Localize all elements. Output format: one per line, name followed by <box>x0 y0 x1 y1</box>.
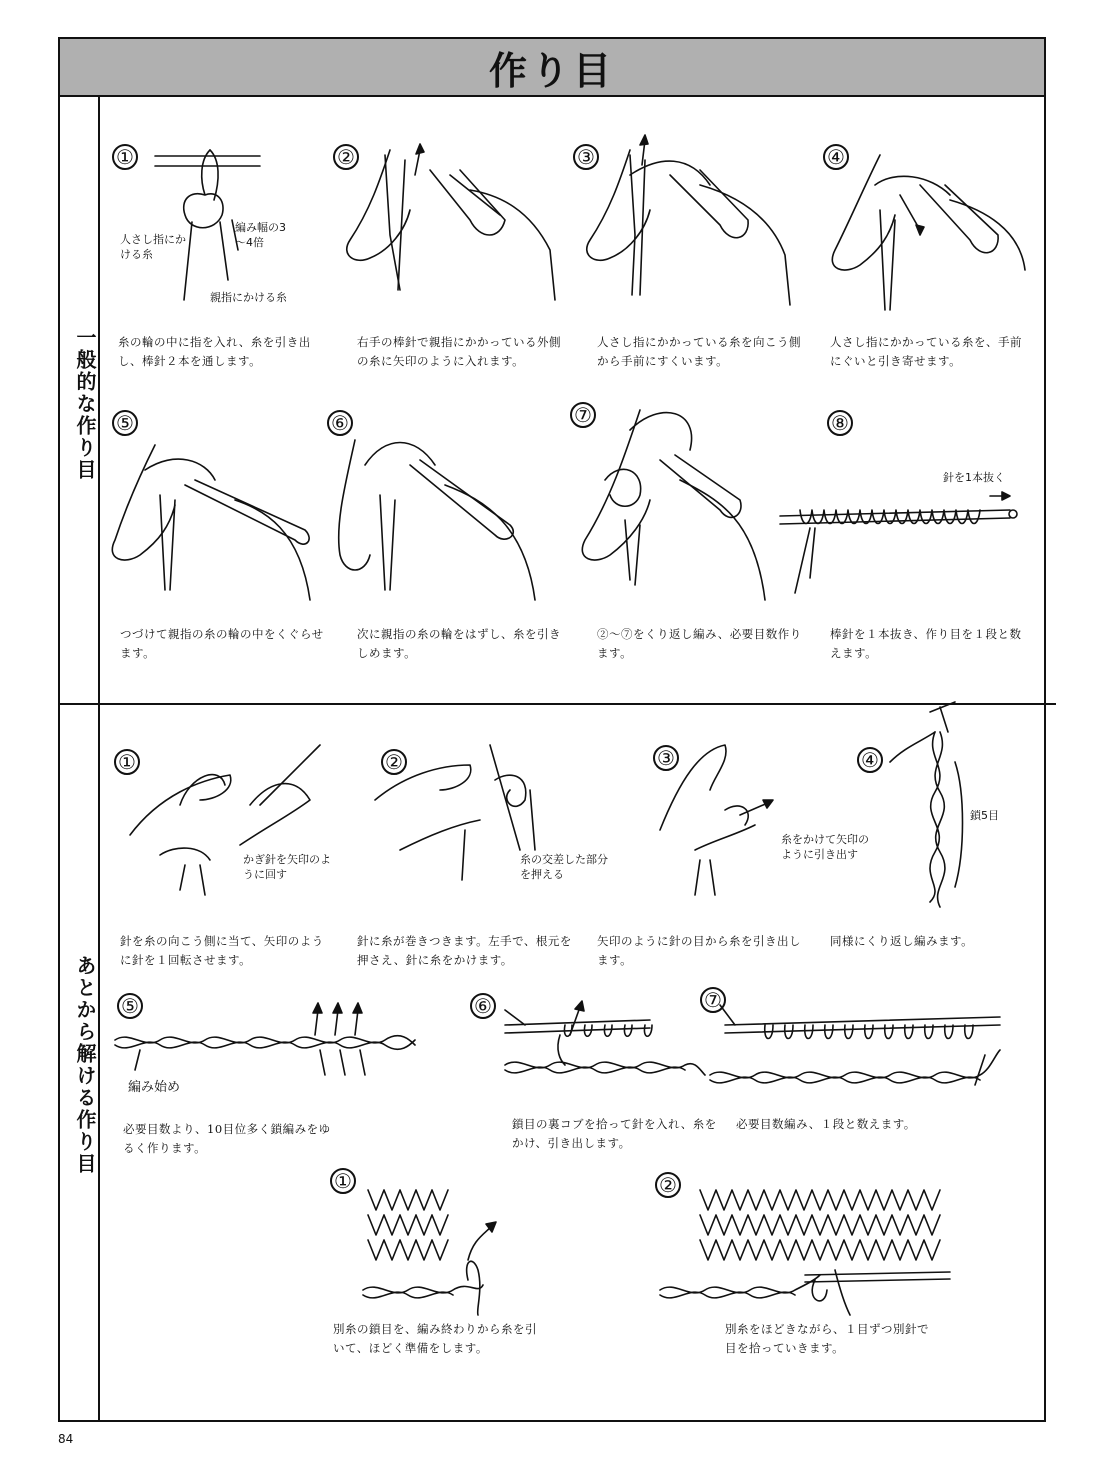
s2-step1-caption: 針を糸の向こう側に当て、矢印のように針を１回転させます。 <box>120 934 324 967</box>
s2-step4-illustration <box>880 702 980 922</box>
s1-step6-caption: 次に親指の糸の輪をはずし、糸を引きしめます。 <box>357 627 561 660</box>
section1-side-column <box>60 97 100 703</box>
s2-step6-illustration <box>500 995 710 1090</box>
s1-step1-number: ① <box>112 144 138 170</box>
note-rotate: かぎ針を矢印のように回す <box>243 853 331 881</box>
s1-step2-caption: 右手の棒針で親指にかかっている外側の糸に矢印のように入れます。 <box>357 335 561 368</box>
unravel-step1-number: ① <box>330 1168 356 1194</box>
note-pull-through: 糸をかけて矢印のように引き出す <box>781 833 869 861</box>
s1-step4-illustration <box>820 140 1035 310</box>
s1-step8-number: ⑧ <box>827 410 853 436</box>
unravel-step2-caption: 別糸をほどきながら、１目ずつ別針で目を拾っていきます。 <box>725 1322 929 1355</box>
s1-step5-caption: つづけて親指の糸の輪の中をくぐらせます。 <box>120 627 324 660</box>
s1-step3-number: ③ <box>573 144 599 170</box>
s1-step2-illustration <box>330 140 560 310</box>
unravel-step2-number: ② <box>655 1172 681 1198</box>
s1-step2-number: ② <box>333 144 359 170</box>
title-bar <box>60 39 1044 97</box>
s2-step3-number: ③ <box>653 745 679 771</box>
section2-label: あとから解ける作り目 <box>73 955 97 1175</box>
s2-step6-number: ⑥ <box>470 993 496 1019</box>
unravel-step2-illustration <box>655 1180 955 1315</box>
s1-step5-number: ⑤ <box>112 410 138 436</box>
s2-step7-illustration <box>705 995 1025 1090</box>
s2-step5-illustration <box>110 995 420 1085</box>
page-number: 84 <box>58 1432 74 1446</box>
s1-step6-illustration <box>325 425 550 605</box>
s1-step5-illustration <box>105 430 320 605</box>
s2-step2-number: ② <box>381 749 407 775</box>
s1-step7-illustration <box>570 400 790 605</box>
s1-step8-illustration <box>770 488 1030 598</box>
s2-step3-caption: 矢印のように針の目から糸を引き出します。 <box>597 934 801 967</box>
s2-step5-number: ⑤ <box>117 993 143 1019</box>
s1-step3-caption: 人さし指にかかっている糸を向こう側から手前にすくいます。 <box>597 335 801 368</box>
note-chain5: 鎖5目 <box>970 809 999 822</box>
section2-side-column <box>60 705 100 1420</box>
s2-step7-number: ⑦ <box>700 987 726 1013</box>
s1-step7-caption: ②～⑦をくり返し編み、必要目数作ります。 <box>597 627 802 660</box>
page-title: 作り目 <box>488 48 615 93</box>
s2-step5-caption: 必要目数より、10目位多く鎖編みをゆるく作ります。 <box>123 1122 331 1155</box>
note-index-finger: 人さし指にかける糸 <box>120 233 186 261</box>
s2-step6-caption: 鎖目の裏コブを拾って針を入れ、糸をかけ、引き出します。 <box>512 1117 717 1150</box>
section1-label: 一般的な作り目 <box>73 327 97 481</box>
s1-step8-caption: 棒針を１本抜き、作り目を１段と数えます。 <box>830 627 1022 660</box>
s2-step4-caption: 同様にくり返し編みます。 <box>830 934 974 948</box>
s1-step3-illustration <box>570 135 800 310</box>
unravel-step1-illustration <box>358 1180 518 1315</box>
s1-step6-number: ⑥ <box>327 410 353 436</box>
note-pull-needle: 針を1本抜く <box>943 471 1005 484</box>
s2-step1-number: ① <box>114 749 140 775</box>
note-crossing: 糸の交差した部分を押える <box>520 853 608 881</box>
s1-step4-number: ④ <box>823 144 849 170</box>
unravel-step1-caption: 別糸の鎖目を、編み終わりから糸を引いて、ほどく準備をします。 <box>333 1322 537 1355</box>
s2-step7-caption: 必要目数編み、１段と数えます。 <box>736 1117 916 1131</box>
note-thumb: 親指にかける糸 <box>210 291 287 304</box>
s2-step2-caption: 針に糸が巻きつきます。左手で、根元を押さえ、針に糸をかけます。 <box>357 934 572 967</box>
note-width: 編み幅の3～4倍 <box>235 221 286 249</box>
s1-step7-number: ⑦ <box>570 402 596 428</box>
s2-step4-number: ④ <box>857 747 883 773</box>
note-start: 編み始め <box>128 1080 181 1095</box>
s2-step3-illustration <box>655 740 785 900</box>
s1-step4-caption: 人さし指にかかっている糸を、手前にぐいと引き寄せます。 <box>830 335 1022 368</box>
s1-step1-caption: 糸の輪の中に指を入れ、糸を引き出し、棒針２本を通します。 <box>118 335 311 368</box>
